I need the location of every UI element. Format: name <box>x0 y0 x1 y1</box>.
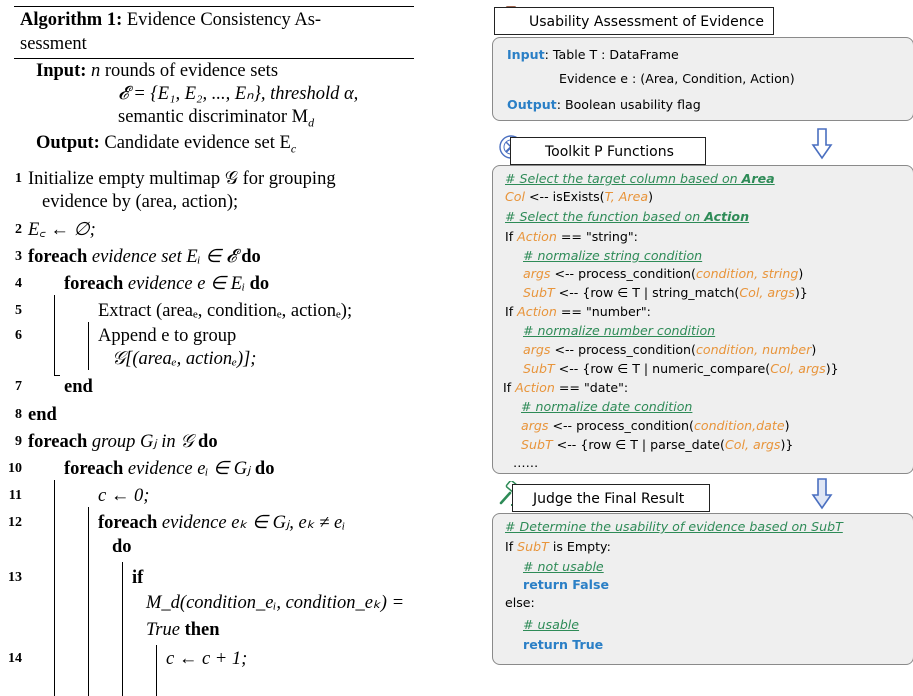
output-line: Output: Candidate evidence set $E_c$ <box>36 133 297 156</box>
indent-guide <box>54 295 55 375</box>
algo-line-12: foreach evidence eₖ ∈ Gⱼ, eₖ ≠ eᵢ <box>98 513 346 533</box>
algo-line-12-do: do <box>112 537 132 557</box>
line-number-9: 9 <box>15 434 22 449</box>
toolkit-comment-column: # Select the target column based on Area <box>505 171 775 186</box>
algo-line-11: c ← 0; <box>98 486 150 506</box>
algo-line-8: end <box>28 405 57 425</box>
line-number-6: 6 <box>15 328 22 343</box>
toolkit-header: Toolkit P Functions <box>510 137 706 165</box>
line-number-11: 11 <box>8 488 22 503</box>
algo-line-5: Extract (areaₑ, conditionₑ, actionₑ); <box>98 301 353 321</box>
indent-guide <box>88 322 89 370</box>
toolkit-subt-number: SubT <-- {row ∈ T | numeric_compare(Col, args)} <box>523 361 839 376</box>
algo-line-13-cond: M_d(condition_eᵢ, condition_eₖ) = <box>146 593 405 613</box>
indent-guide <box>156 645 157 696</box>
line-number-5: 5 <box>15 303 22 318</box>
algo-line-9: foreach group Gⱼ in 𝒢 do <box>28 432 218 452</box>
indent-guide <box>122 562 123 696</box>
indent-guide-end <box>54 375 60 376</box>
line-number-3: 3 <box>15 249 22 264</box>
down-arrow-icon <box>811 128 833 160</box>
judge-header: Judge the Final Result <box>512 484 710 512</box>
input-set-line: 𝓔 = {E₁, E₂, ..., Eₙ}, threshold α, <box>118 84 359 104</box>
algo-line-13-then: True then <box>146 620 220 640</box>
judge-panel <box>492 513 913 665</box>
judge-comment-not-usable: # not usable <box>523 559 604 574</box>
line-number-2: 2 <box>15 222 22 237</box>
indent-guide <box>54 480 55 696</box>
line-number-8: 8 <box>15 407 22 422</box>
top-rule <box>14 6 414 7</box>
algorithm-title-line2: sessment <box>20 34 87 54</box>
toolkit-if-date: If Action == "date": <box>503 380 629 395</box>
flowchart <box>488 0 913 696</box>
usability-header: Usability Assessment of Evidence <box>494 7 774 35</box>
usability-panel <box>492 37 913 121</box>
algo-line-1: Initialize empty multimap 𝒢 for grouping <box>28 169 336 189</box>
toolkit-comment-string: # normalize string condition <box>523 248 703 263</box>
toolkit-ellipsis: …… <box>513 455 539 470</box>
judge-comment-usability: # Determine the usability of evidence based on SubT <box>505 519 843 534</box>
input-line: Input: n rounds of evidence sets <box>36 61 279 81</box>
toolkit-comment-date: # normalize date condition <box>521 399 693 414</box>
judge-comment-usable: # usable <box>523 617 580 632</box>
algo-line-10: foreach evidence eᵢ ∈ Gⱼ do <box>64 459 275 479</box>
algo-line-6-cont: 𝒢[(areaₑ, actionₑ)]; <box>112 349 257 369</box>
toolkit-subt-date: SubT <-- {row ∈ T | parse_date(Col, args)} <box>521 437 794 452</box>
usability-output: Output: Boolean usability flag <box>507 97 701 112</box>
algo-line-1-cont: evidence by (area, action); <box>42 192 239 212</box>
toolkit-line-col: Col <-- isExists(T, Area) <box>505 189 653 204</box>
algo-line-13: if <box>132 568 144 588</box>
algo-line-4: foreach evidence e ∈ Eᵢ do <box>64 274 270 294</box>
line-number-12: 12 <box>8 515 22 530</box>
algo-line-3: foreach evidence set Eᵢ ∈ 𝓔 do <box>28 247 261 267</box>
input-discriminator-line: semantic discriminator $M_d$ <box>118 107 315 130</box>
toolkit-subt-string: SubT <-- {row ∈ T | string_match(Col, args)} <box>523 285 808 300</box>
toolkit-if-number: If Action == "number": <box>505 304 651 319</box>
down-arrow-icon <box>811 478 833 510</box>
algorithm-block <box>8 0 476 696</box>
toolkit-comment-function: # Select the function based on Action <box>505 209 750 224</box>
indent-guide <box>88 507 89 696</box>
judge-return-true: return True <box>523 637 604 652</box>
algorithm-title: Algorithm 1: Evidence Consistency As- <box>20 10 322 30</box>
judge-return-false: return False <box>523 577 610 592</box>
line-number-13: 13 <box>8 570 22 585</box>
line-number-1: 1 <box>15 171 22 186</box>
judge-else: else: <box>505 595 535 610</box>
line-number-7: 7 <box>15 379 22 394</box>
algo-line-2: E꜀ ← ∅; <box>28 220 96 240</box>
algo-line-14: c ← c + 1; <box>166 649 248 669</box>
toolkit-args-number: args <-- process_condition(condition, number) <box>523 342 817 357</box>
usability-evidence: Evidence e : (Area, Condition, Action) <box>559 71 795 86</box>
line-number-4: 4 <box>15 276 22 291</box>
toolkit-panel <box>492 165 913 474</box>
toolkit-if-string: If Action == "string": <box>505 229 638 244</box>
line-number-10: 10 <box>8 461 22 476</box>
title-rule <box>14 58 414 59</box>
usability-input: Input: Table T : DataFrame <box>507 47 679 62</box>
line-number-14: 14 <box>8 651 22 666</box>
toolkit-args-date: args <-- process_condition(condition,date) <box>521 418 790 433</box>
algo-line-7: end <box>64 377 93 397</box>
judge-if-empty: If SubT is Empty: <box>505 539 611 554</box>
toolkit-args-string: args <-- process_condition(condition, string) <box>523 266 804 281</box>
algo-line-6: Append e to group <box>98 326 237 346</box>
toolkit-comment-number: # normalize number condition <box>523 323 716 338</box>
